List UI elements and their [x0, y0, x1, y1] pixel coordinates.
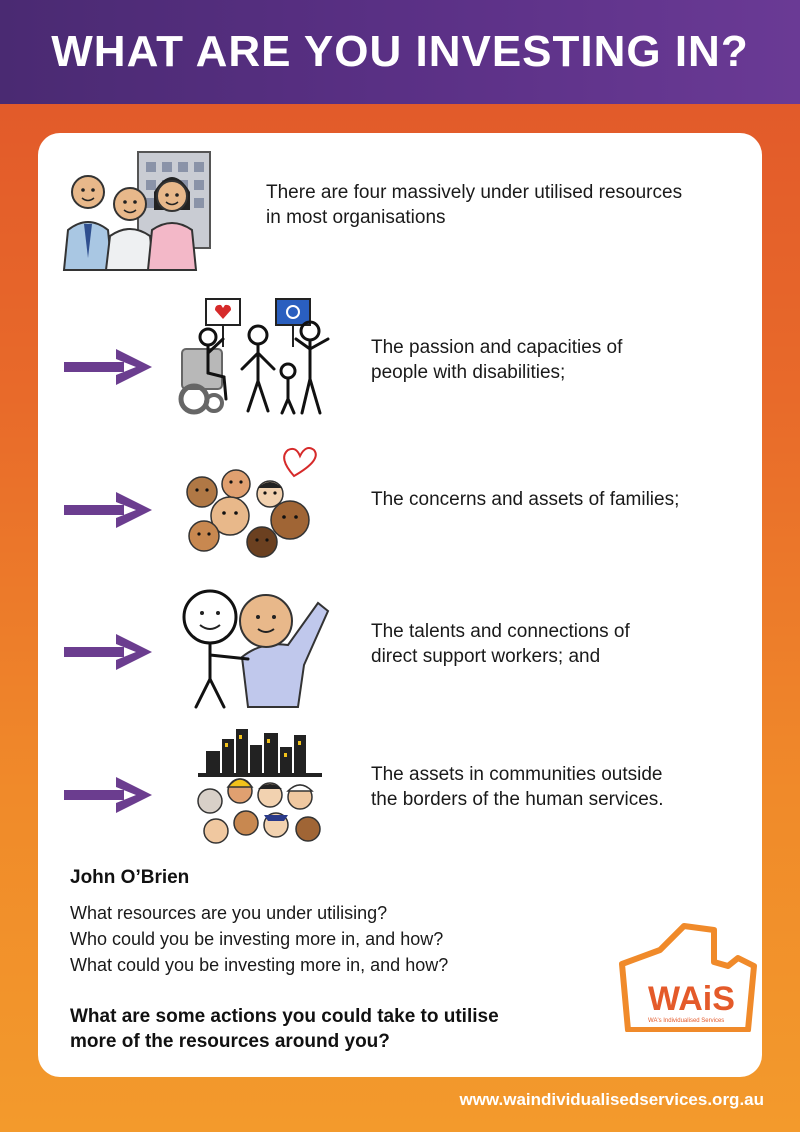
community-icon: [188, 725, 338, 851]
arrow-icon: [64, 490, 154, 530]
title-banner: [0, 0, 800, 104]
item-3-line-1: The talents and connections of: [371, 621, 630, 642]
intro-text: There are four massively under utilised resources in most organisations: [266, 182, 683, 228]
author-name: John O’Brien: [70, 867, 190, 888]
support-worker-icon: [178, 583, 338, 713]
actions-question: [70, 1004, 590, 1054]
actions-line-1: What are some actions you could take to utilise: [70, 1006, 499, 1027]
item-2-line-1: The concerns and assets of families;: [371, 489, 680, 510]
footer-url: www.waindividualisedservices.org.au: [459, 1090, 764, 1109]
family-faces-icon: [182, 440, 332, 562]
arrow-icon: [64, 347, 154, 387]
item-2-text: [371, 487, 751, 512]
question-3: What could you be investing more in, and how?: [70, 955, 449, 975]
item-1-text: [371, 335, 751, 385]
question-1: What resources are you under utilising?: [70, 903, 388, 923]
item-4-line-1: The assets in communities outside: [371, 764, 663, 785]
logo-text: WAiS: [648, 980, 735, 1018]
item-1-line-1: The passion and capacities of: [371, 337, 623, 358]
item-3-text: [371, 619, 751, 669]
item-3-line-2: direct support workers; and: [371, 646, 601, 667]
actions-line-2: more of the resources around you?: [70, 1031, 390, 1052]
question-2: Who could you be investing more in, and how?: [70, 929, 444, 949]
page-title: WHAT ARE YOU INVESTING IN?: [51, 27, 749, 76]
arrow-icon: [64, 775, 154, 815]
wais-logo: [618, 922, 758, 1032]
item-4-text: [371, 762, 751, 812]
people-with-disabilities-icon: [178, 295, 338, 417]
item-1-line-2: people with disabilities;: [371, 362, 566, 383]
arrow-icon: [64, 632, 154, 672]
item-4-line-2: the borders of the human services.: [371, 789, 664, 810]
office-workers-icon: [58, 148, 218, 272]
logo-subtext: WA's Individualised Services: [648, 1018, 725, 1024]
